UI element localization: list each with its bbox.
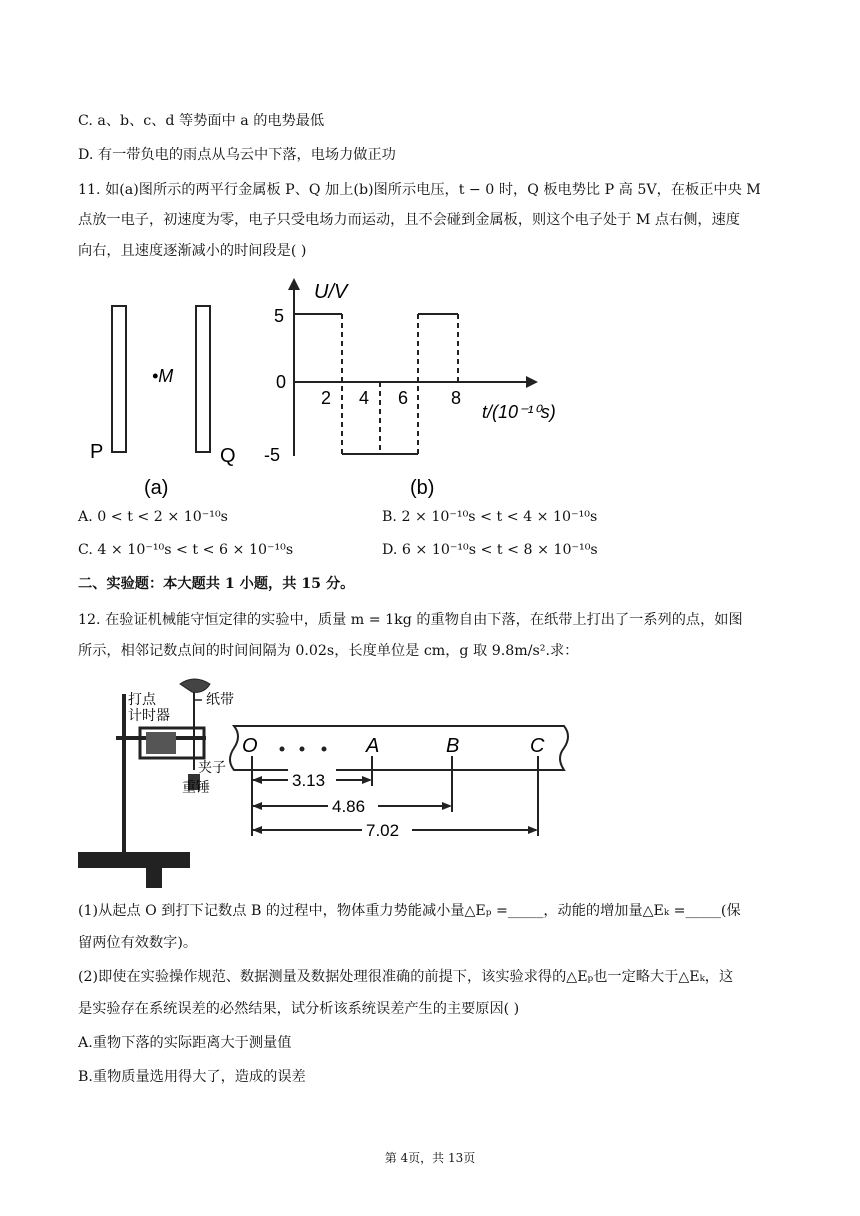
q12-option-a: A.重物下落的实际距离大于测量值	[78, 1035, 292, 1051]
caption-b: (b)	[410, 477, 435, 499]
y-tick-5: 5	[274, 306, 285, 326]
y-tick-minus5: -5	[264, 445, 281, 465]
label-timer-2: 计时器	[128, 707, 170, 723]
q12-text-2: 所示，相邻记数点间的时间间隔为 0.02s，长度单位是 cm，g 取 9.8m/s².求：	[78, 643, 579, 659]
q12-figure	[76, 670, 576, 895]
point-c: C	[530, 735, 545, 757]
y-axis-label: U/V	[314, 281, 348, 303]
label-timer: 打点	[128, 691, 156, 707]
tape-dot-3	[322, 747, 327, 752]
plate-p	[112, 306, 126, 452]
point-a: A	[366, 735, 380, 757]
point-b: B	[446, 735, 460, 757]
plate-p-label: P	[90, 441, 104, 463]
y-tick-0: 0	[276, 372, 287, 392]
q12-option-b: B.重物质量选用得大了，造成的误差	[78, 1069, 306, 1085]
option-d: D. 有一带负电的雨点从乌云中下落，电场力做正功	[78, 147, 396, 163]
point-o: O	[242, 735, 258, 757]
q11-figure	[78, 272, 598, 504]
distance-oa: 3.13	[292, 771, 326, 790]
tape-dot-1	[280, 747, 285, 752]
q12-part1-line2: 留两位有效数字)。	[78, 935, 198, 951]
q12-part2-line1: (2)即使在实验操作规范、数据测量及数据处理很准确的前提下，该实验求得的△Eₚ也一定略大于△Eₖ，这	[78, 969, 734, 985]
section-heading: 二、实验题：本大题共 1 小题，共 15 分。	[78, 576, 355, 592]
label-clip: 夹子	[198, 759, 226, 775]
x-tick-6: 6	[398, 388, 409, 408]
page-footer: 第 4页，共 13页	[384, 1151, 476, 1165]
q12-part2-line2: 是实验存在系统误差的必然结果，试分析该系统误差产生的主要原因( )	[78, 1001, 520, 1017]
plate-q	[196, 306, 210, 452]
label-weight: 重锤	[182, 779, 210, 795]
x-tick-2: 2	[321, 388, 332, 408]
q11-text-2: 点放一电子，初速度为零，电子只受电场力而运动，且不会碰到金属板，则这个电子处于 M 点右侧，速度	[78, 212, 740, 228]
voltage-square-wave	[294, 314, 458, 454]
q11-option-a: A. 0 < t < 2 × 10⁻¹⁰s	[78, 509, 228, 525]
y-axis-arrow	[288, 278, 300, 290]
q12-part1-line1: (1)从起点 O 到打下记数点 B 的过程中，物体重力势能减小量△Eₚ =_____，动能的增加量△Eₖ =_____(保	[78, 903, 741, 919]
q11-option-c: C. 4 × 10⁻¹⁰s < t < 6 × 10⁻¹⁰s	[78, 542, 294, 558]
q11-text-1: 11. 如(a)图所示的两平行金属板 P、Q 加上(b)图所示电压，t − 0 时，Q 板电势比 P 高 5V，在板正中央 M	[78, 182, 761, 198]
distance-ob: 4.86	[332, 797, 366, 816]
caption-a: (a)	[144, 477, 169, 499]
q11-option-d: D. 6 × 10⁻¹⁰s < t < 8 × 10⁻¹⁰s	[382, 542, 598, 558]
x-tick-8: 8	[451, 388, 462, 408]
label-tape: 纸带	[206, 691, 234, 707]
q11-option-b: B. 2 × 10⁻¹⁰s < t < 4 × 10⁻¹⁰s	[382, 509, 598, 525]
x-axis-arrow	[526, 376, 538, 388]
q12-text-1: 12. 在验证机械能守恒定律的实验中，质量 m = 1kg 的重物自由下落，在纸带上打出了一系列的点，如图	[78, 612, 743, 628]
distance-oc: 7.02	[366, 821, 400, 840]
tape-dot-2	[300, 747, 305, 752]
x-axis-label: t/(10⁻¹⁰s)	[482, 402, 556, 422]
point-m-label: •M	[152, 366, 174, 386]
q11-text-3: 向右，且速度逐渐减小的时间段是( )	[78, 243, 307, 259]
x-tick-4: 4	[359, 388, 370, 408]
plate-q-label: Q	[220, 445, 236, 467]
option-c: C. a、b、c、d 等势面中 a 的电势最低	[78, 113, 325, 129]
